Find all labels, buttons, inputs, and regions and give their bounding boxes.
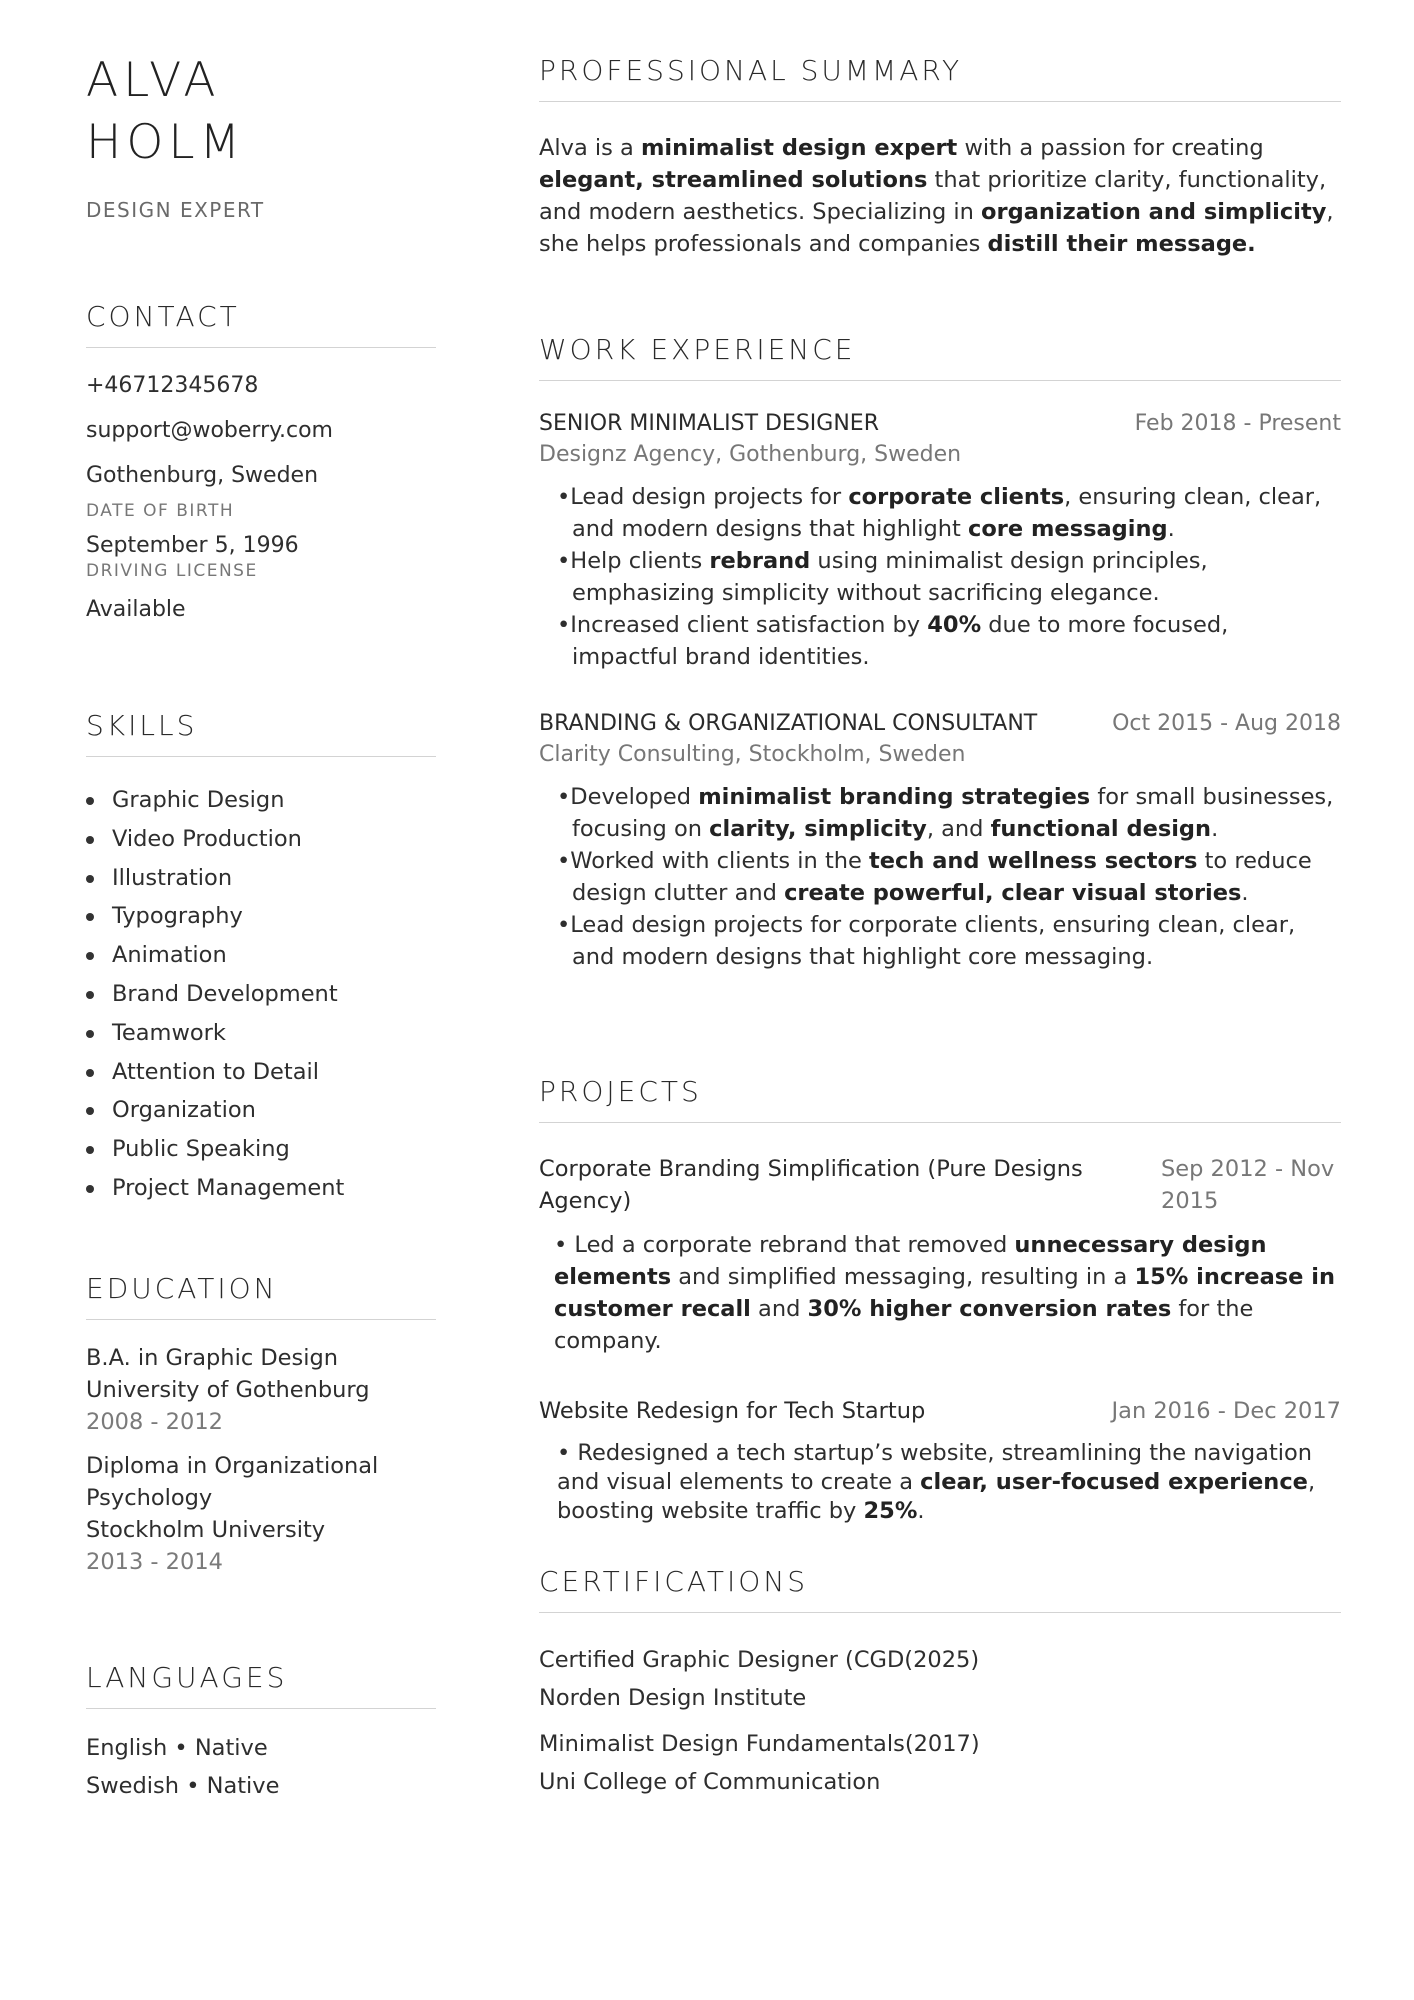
language-item: English • Native (86, 1735, 268, 1761)
work-section (539, 333, 1341, 973)
dob: September 5, 1996 (86, 533, 299, 558)
project-dates: Sep 2012 - Nov 2015 (1161, 1156, 1335, 1214)
phone: +46712345678 (86, 373, 259, 398)
profile-header (86, 50, 436, 222)
job-bullet: •Lead design projects for corporate clients, ensuring clean, clear, and modern designs that highlight core messaging. (557, 484, 1322, 542)
job-entry (539, 411, 1341, 673)
education-section (86, 1272, 436, 1578)
job-entry-company: Clarity Consulting, Stockholm, Sweden (539, 742, 966, 767)
certification-item (539, 1641, 1341, 1717)
email: support@woberry.com (86, 418, 333, 443)
job-entry-dates: Feb 2018 - Present (1134, 411, 1341, 436)
project-name: Website Redesign for Tech Startup (539, 1398, 926, 1424)
certifications-section (539, 1565, 1341, 1801)
degree: B.A. in Graphic Design (86, 1345, 339, 1371)
job-bullet: •Worked with clients in the tech and wellness sectors to reduce design clutter and create powerful, clear visual stories. (557, 848, 1312, 906)
years: 2013 - 2014 (86, 1549, 223, 1575)
certification-item (539, 1725, 1341, 1801)
summary-section (539, 54, 1341, 260)
skill-item: Video Production (86, 820, 436, 859)
skills-heading: SKILLS (86, 709, 436, 757)
job-bullet: •Help clients rebrand using minimalist design principles, emphasizing simplicity without sacrificing elegance. (557, 548, 1208, 606)
summary-text: Alva is a minimalist design expert with a passion for creating elegant, streamlined solutions that prioritize clarity, functionality, and modern aesthetics. Specializing in organization and simplicity, she helps professionals and companies distill their message. (539, 135, 1334, 257)
location: Gothenburg, Sweden (86, 463, 319, 488)
job-bullet: •Increased client satisfaction by 40% due to more focused, impactful brand identities. (557, 612, 1229, 670)
certification-name: Minimalist Design Fundamentals(2017) (539, 1731, 980, 1757)
school: Stockholm University (86, 1517, 326, 1543)
project-entry (539, 1153, 1341, 1357)
education-heading: EDUCATION (86, 1272, 436, 1320)
contact-heading: CONTACT (86, 300, 436, 348)
skills-list (86, 781, 436, 1208)
skill-item: Project Management (86, 1169, 436, 1208)
dob-label: DATE OF BIRTH (86, 501, 235, 521)
job-entry-title: BRANDING & ORGANIZATIONAL CONSULTANT (539, 711, 1038, 736)
project-name: Corporate Branding Simplification (Pure Designs Agency) (539, 1156, 1083, 1214)
job-bullet: •Lead design projects for corporate clients, ensuring clean, clear, and modern designs that highlight core messaging. (557, 912, 1296, 970)
skills-section (86, 709, 436, 1208)
skill-item: Attention to Detail (86, 1053, 436, 1092)
summary-heading: PROFESSIONAL SUMMARY (539, 54, 1341, 102)
projects-section (539, 1075, 1341, 1526)
job-bullet: •Developed minimalist branding strategies for small businesses, focusing on clarity, simplicity, and functional design. (557, 784, 1334, 842)
skill-item: Teamwork (86, 1014, 436, 1053)
skill-item: Organization (86, 1091, 436, 1130)
certification-name: Certified Graphic Designer (CGD(2025) (539, 1647, 980, 1673)
job-entry (539, 711, 1341, 973)
education-item (86, 1450, 436, 1578)
skill-item: Illustration (86, 859, 436, 898)
school: University of Gothenburg (86, 1377, 370, 1403)
project-dates: Jan 2016 - Dec 2017 (1111, 1398, 1341, 1424)
languages-heading: LANGUAGES (86, 1661, 436, 1709)
last-name: HOLM (86, 115, 246, 170)
projects-heading: PROJECTS (539, 1075, 1341, 1123)
certifications-heading: CERTIFICATIONS (539, 1565, 1341, 1613)
degree: Diploma in Organizational Psychology (86, 1453, 379, 1511)
project-description: • Redesigned a tech startup’s website, streamlining the navigation and visual elements to create a clear, user-focused experience, boosting website traffic by 25%. (557, 1440, 1316, 1524)
skill-item: Graphic Design (86, 781, 436, 820)
skill-item: Brand Development (86, 975, 436, 1014)
first-name: ALVA (86, 53, 221, 108)
language-item: Swedish • Native (86, 1773, 280, 1799)
skill-item: Typography (86, 897, 436, 936)
years: 2008 - 2012 (86, 1409, 223, 1435)
license: Available (86, 597, 186, 622)
job-entry-dates: Oct 2015 - Aug 2018 (1112, 711, 1341, 736)
project-entry (539, 1395, 1341, 1526)
education-item (86, 1342, 436, 1438)
license-label: DRIVING LICENSE (86, 561, 258, 581)
contact-section (86, 300, 436, 624)
job-entry-title: SENIOR MINIMALIST DESIGNER (539, 411, 879, 436)
skill-item: Public Speaking (86, 1130, 436, 1169)
job-title: DESIGN EXPERT (86, 198, 265, 222)
job-entry-company: Designz Agency, Gothenburg, Sweden (539, 442, 962, 467)
languages-section (86, 1661, 436, 1805)
certification-issuer: Norden Design Institute (539, 1685, 807, 1711)
work-heading: WORK EXPERIENCE (539, 333, 1341, 381)
project-description: • Led a corporate rebrand that removed unnecessary design elements and simplified messaging, resulting in a 15% increase in customer recall and 30% higher conversion rates for the company. (554, 1232, 1335, 1354)
certification-issuer: Uni College of Communication (539, 1769, 881, 1795)
skill-item: Animation (86, 936, 436, 975)
